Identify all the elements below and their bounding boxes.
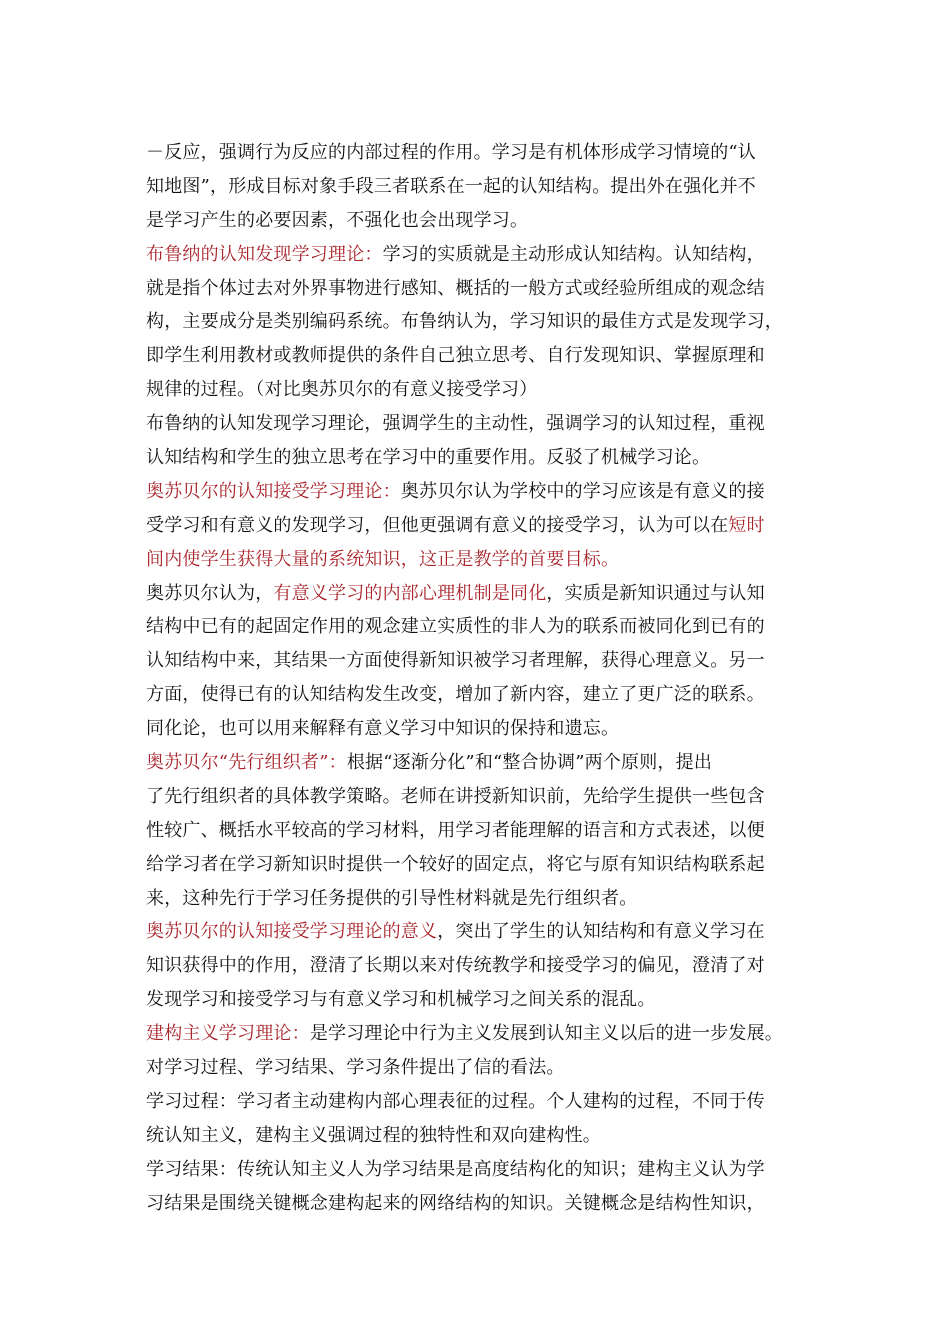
body-text: 来，这种先行于学习任务提供的引导性材料就是先行组织者。: [146, 887, 638, 909]
body-text: 统认知主义，建构主义强调过程的独特性和双向建构性。: [146, 1124, 601, 1146]
text-line: [146, 543, 818, 577]
highlighted-text: 建构主义学习理论：: [146, 1023, 310, 1045]
body-text: 结构中已有的起固定作用的观念建立实质性的非人为的联系而被同化到已有的: [146, 616, 765, 638]
text-line: [146, 848, 818, 882]
body-text: 学习过程：学习者主动建构内部心理表征的过程。个人建构的过程，不同于传: [146, 1090, 765, 1112]
text-line: [146, 712, 818, 746]
text-line: [146, 305, 818, 339]
body-text: 同化论，也可以用来解释有意义学习中知识的保持和遗忘。: [146, 718, 620, 740]
highlighted-text: 奥苏贝尔的认知接受学习理论的意义: [146, 921, 438, 943]
body-text: 奥苏贝尔认为，: [146, 582, 274, 604]
text-line: [146, 746, 818, 780]
body-text: 认知结构中来，其结果一方面使得新知识被学习者理解，获得心理意义。另一: [146, 650, 765, 672]
text-line: [146, 509, 818, 543]
body-text: 学习结果：传统认知主义人为学习结果是高度结构化的知识；建构主义认为学: [146, 1158, 765, 1180]
text-line: [146, 949, 818, 983]
body-text: ，实质是新知识通过与认知: [546, 582, 765, 604]
body-text: 对学习过程、学习结果、学习条件提出了信的看法。: [146, 1057, 565, 1079]
body-text: 方面，使得已有的认知结构发生改变，增加了新内容，建立了更广泛的联系。: [146, 684, 765, 706]
body-text: 性较广、概括水平较高的学习材料，用学习者能理解的语言和方式表述，以便: [146, 819, 765, 841]
text-line: [146, 882, 818, 916]
text-line: [146, 1085, 818, 1119]
text-line: [146, 1051, 818, 1085]
body-text: 即学生利用教材或教师提供的条件自己独立思考、自行发现知识、掌握原理和: [146, 345, 765, 367]
body-text: 发现学习和接受学习与有意义学习和机械学习之间关系的混乱。: [146, 989, 656, 1011]
body-text: 是学习理论中行为主义发展到认知主义以后的进一步发展。: [309, 1023, 784, 1045]
text-line: [146, 441, 818, 475]
highlighted-text: 有意义学习的内部心理机制是同化: [273, 582, 547, 604]
text-line: [146, 475, 818, 509]
body-text: 布鲁纳的认知发现学习理论，强调学生的主动性，强调学习的认知过程，重视: [146, 413, 765, 435]
text-line: [146, 780, 818, 814]
body-text: 知地图”，形成目标对象手段三者联系在一起的认知结构。提出外在强化并不: [146, 175, 756, 197]
body-text: 是学习产生的必要因素，不强化也会出现学习。: [146, 209, 529, 231]
text-line: [146, 272, 818, 306]
text-line: [146, 136, 818, 170]
body-text: 奥苏贝尔认为学校中的学习应该是有意义的接: [400, 480, 765, 502]
body-text: 了先行组织者的具体教学策略。老师在讲授新知识前，先给学生提供一些包含: [146, 785, 765, 807]
body-text: 给学习者在学习新知识时提供一个较好的固定点，将它与原有知识结构联系起: [146, 853, 765, 875]
text-line: [146, 644, 818, 678]
text-line: [146, 915, 818, 949]
body-text: 习结果是围绕关键概念建构起来的网络结构的知识。关键概念是结构性知识，: [146, 1192, 765, 1214]
body-text: 就是指个体过去对外界事物进行感知、概括的一般方式或经验所组成的观念结: [146, 277, 765, 299]
highlighted-text: 奥苏贝尔“先行组织者”：: [146, 752, 347, 774]
body-text: －反应，强调行为反应的内部过程的作用。学习是有机体形成学习情境的“认: [146, 142, 756, 163]
text-line: [146, 1187, 818, 1221]
text-line: [146, 373, 818, 407]
text-line: [146, 238, 818, 272]
document-body: [146, 136, 818, 1221]
text-line: [146, 1017, 818, 1051]
body-text: ，突出了学生的认知结构和有意义学习在: [437, 921, 765, 943]
text-line: [146, 170, 818, 204]
text-line: [146, 610, 818, 644]
body-text: 认知结构和学生的独立思考在学习中的重要作用。反驳了机械学习论。: [146, 447, 711, 469]
text-line: [146, 204, 818, 238]
text-line: [146, 339, 818, 373]
body-text: 学习的实质就是主动形成认知结构。认知结构，: [382, 243, 765, 265]
text-line: [146, 814, 818, 848]
body-text: 构，主要成分是类别编码系统。布鲁纳认为，学习知识的最佳方式是发现学习，: [146, 311, 783, 333]
highlighted-text: 布鲁纳的认知发现学习理论：: [146, 243, 383, 265]
text-line: [146, 1153, 818, 1187]
body-text: 受学习和有意义的发现学习，但他更强调有意义的接受学习，认为可以在: [146, 514, 729, 536]
highlighted-text: 奥苏贝尔的认知接受学习理论：: [146, 480, 401, 502]
text-line: [146, 407, 818, 441]
text-line: [146, 577, 818, 611]
text-line: [146, 983, 818, 1017]
body-text: 根据“逐渐分化”和“整合协调”两个原则，提出: [346, 752, 713, 774]
text-line: [146, 1119, 818, 1153]
highlighted-text: 短时: [728, 514, 765, 536]
body-text: 规律的过程。（对比奥苏贝尔的有意义接受学习）: [146, 379, 538, 401]
body-text: 知识获得中的作用，澄清了长期以来对传统教学和接受学习的偏见，澄清了对: [146, 955, 765, 977]
highlighted-text: 间内使学生获得大量的系统知识，这正是教学的首要目标。: [146, 548, 620, 570]
text-line: [146, 678, 818, 712]
